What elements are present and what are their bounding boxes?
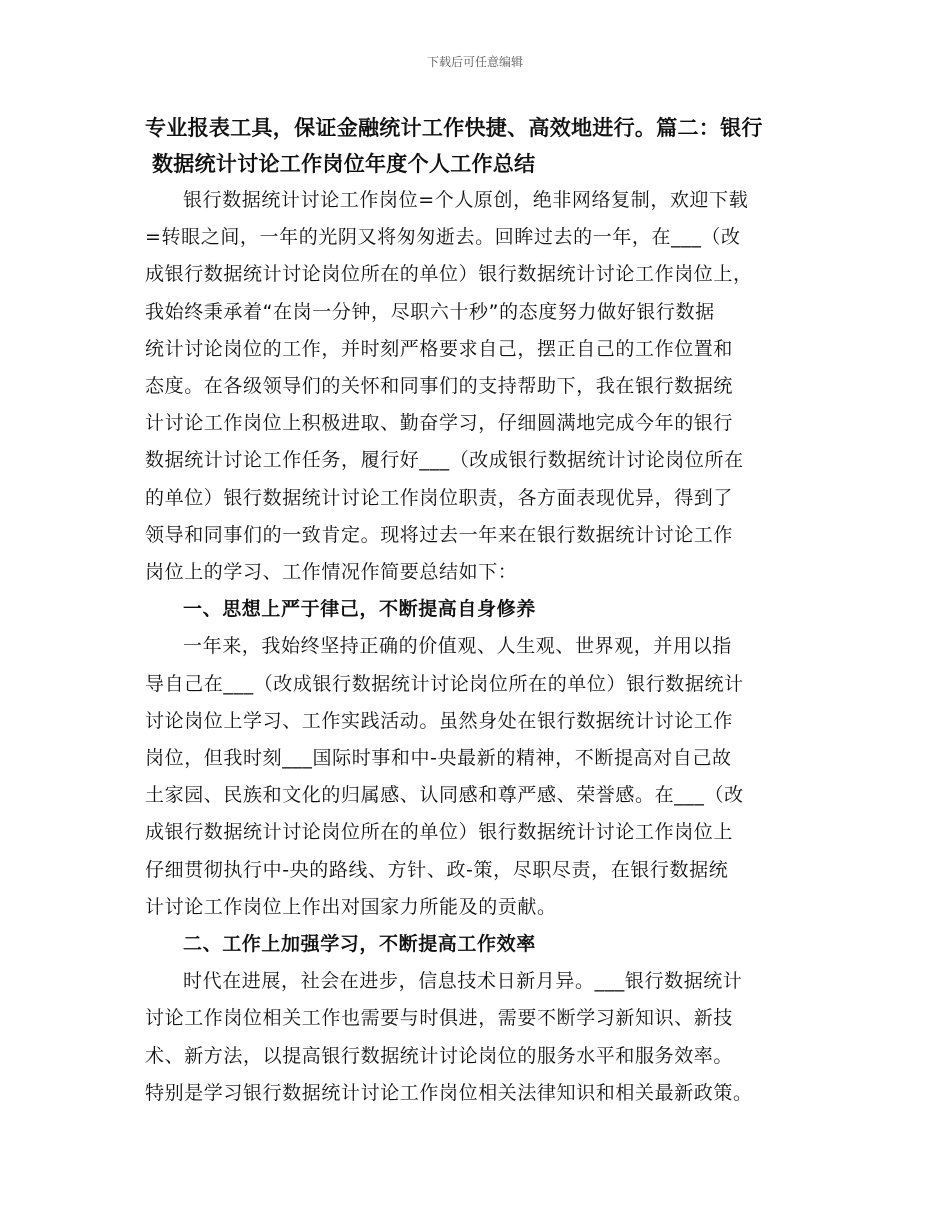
paragraph-line: 银行数据统计讨论工作岗位=个人原创，绝非网络复制，欢迎下载 xyxy=(183,189,749,211)
document-content xyxy=(145,182,825,1112)
paragraph-line: =转眼之间，一年的光阴又将匆匆逝去。回眸过去的一年，在___（改 xyxy=(145,226,741,249)
paragraph-line: 术、新方法，以提高银行数据统计讨论岗位的服务水平和服务效率。 xyxy=(145,1044,734,1067)
body-paragraph xyxy=(145,628,825,926)
title-line: 专业报表工具，保证金融统计工作快捷、高效地进行。篇二：银行 xyxy=(145,116,763,140)
section-heading: 一、思想上严于律己，不断提高自身修养 xyxy=(183,598,536,621)
paragraph-line: 数据统计讨论工作任务，履行好___（改成银行数据统计讨论岗位所在 xyxy=(145,449,744,472)
page-header: 下载后可任意编辑 xyxy=(426,55,523,69)
paragraph-line: 成银行数据统计讨论岗位所在的单位）银行数据统计讨论工作岗位上 xyxy=(145,821,734,844)
paragraph-line: 岗位，但我时刻___国际时事和中-央最新的精神，不断提高对自己故 xyxy=(145,747,732,770)
paragraph-line: 领导和同事们的一致肯定。现将过去一年来在银行数据统计讨论工作 xyxy=(145,523,734,546)
paragraph-line: 我始终秉承着“在岗一分钟，尽职六十秒”的态度努力做好银行数据 xyxy=(145,300,715,323)
paragraph-line: 岗位上的学习、工作情况作简要总结如下： xyxy=(145,561,518,584)
paragraph-line: 计讨论工作岗位上积极进取、勤奋学习，仔细圆满地完成今年的银行 xyxy=(145,412,734,435)
paragraph-line: 态度。在各级领导们的关怀和同事们的支持帮助下，我在银行数据统 xyxy=(145,375,734,398)
paragraph-line: 时代在进展，社会在进步，信息技术日新月异。___银行数据统计 xyxy=(183,970,743,993)
paragraph-line: 统计讨论岗位的工作，并时刻严格要求自己，摆正自己的工作位置和 xyxy=(145,337,734,360)
paragraph-line: 土家园、民族和文化的归属感、认同感和尊严感、荣誉感。在___（改 xyxy=(145,784,744,807)
paragraph-line: 讨论工作岗位相关工作也需要与时俱进，需要不断学习新知识、新技 xyxy=(145,1007,734,1030)
paragraph-line: 一年来，我始终坚持正确的价值观、人生观、世界观，并用以指 xyxy=(183,635,732,658)
paragraph-line: 的单位）银行数据统计讨论工作岗位职责，各方面表现优异，得到了 xyxy=(145,486,734,509)
paragraph-line: 特别是学习银行数据统计讨论工作岗位相关法律知识和相关最新政策。 xyxy=(145,1081,753,1104)
paragraph-line: 导自己在___（改成银行数据统计讨论岗位所在的单位）银行数据统计 xyxy=(145,672,744,695)
body-paragraph xyxy=(145,182,825,591)
section-heading: 二、工作上加强学习，不断提高工作效率 xyxy=(183,933,536,956)
paragraph-line: 计讨论工作岗位上作出对国家力所能及的贡献。 xyxy=(145,895,557,918)
document-body xyxy=(145,110,825,1112)
title-line: 数据统计讨论工作岗位年度个人工作总结 xyxy=(152,152,536,176)
paragraph-line: 仔细贯彻执行中-央的路线、方针、政-策，尽职尽责，在银行数据统 xyxy=(145,858,729,881)
body-paragraph xyxy=(145,963,825,1112)
paragraph-line: 讨论岗位上学习、工作实践活动。虽然身处在银行数据统计讨论工作 xyxy=(145,709,734,732)
paragraph-line: 成银行数据统计讨论岗位所在的单位）银行数据统计讨论工作岗位上， xyxy=(145,263,753,286)
document-title xyxy=(145,110,825,182)
